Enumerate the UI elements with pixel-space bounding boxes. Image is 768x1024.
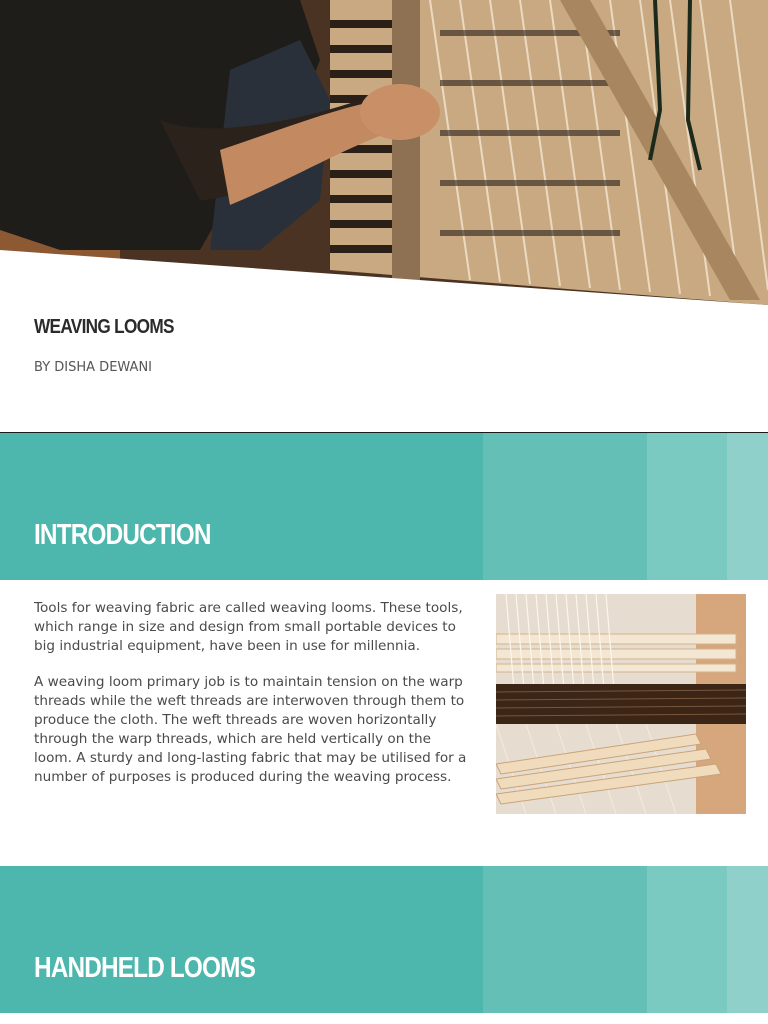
- banner-block-primary: [0, 433, 483, 580]
- loom-photo: [496, 594, 746, 814]
- introduction-body: [34, 599, 470, 804]
- banner-block-2: [483, 866, 647, 1013]
- handheld-looms-banner: [0, 866, 768, 1013]
- introduction-heading: INTRODUCTION: [34, 519, 211, 551]
- banner-block-3: [647, 866, 727, 1013]
- loom-illustration: [496, 594, 746, 814]
- introduction-banner: [0, 433, 768, 580]
- document-author: BY DISHA DEWANI: [34, 360, 152, 375]
- banner-block-4: [727, 866, 768, 1013]
- banner-block-3: [647, 433, 727, 580]
- banner-block-primary: [0, 866, 483, 1013]
- hero-image: [0, 0, 768, 305]
- handheld-looms-heading: HANDHELD LOOMS: [34, 952, 256, 984]
- introduction-paragraph-2: A weaving loom primary job is to maintain tension on the warp threads while the weft threads are interwoven through them to produce the cloth. The weft threads are woven horizontally through the warp threads, which are held vertically on the loom. A sturdy and long-lasting fabric that may be utilised for a number of purposes is produced during the weaving process.: [34, 674, 467, 785]
- hero-diagonal-cut: [0, 0, 768, 305]
- banner-block-4: [727, 433, 768, 580]
- document-title: WEAVING LOOMS: [34, 316, 174, 338]
- introduction-paragraph-1: Tools for weaving fabric are called weaving looms. These tools, which range in size and design from small portable devices to big industrial equipment, have been in use for millennia.: [34, 600, 463, 654]
- banner-block-2: [483, 433, 647, 580]
